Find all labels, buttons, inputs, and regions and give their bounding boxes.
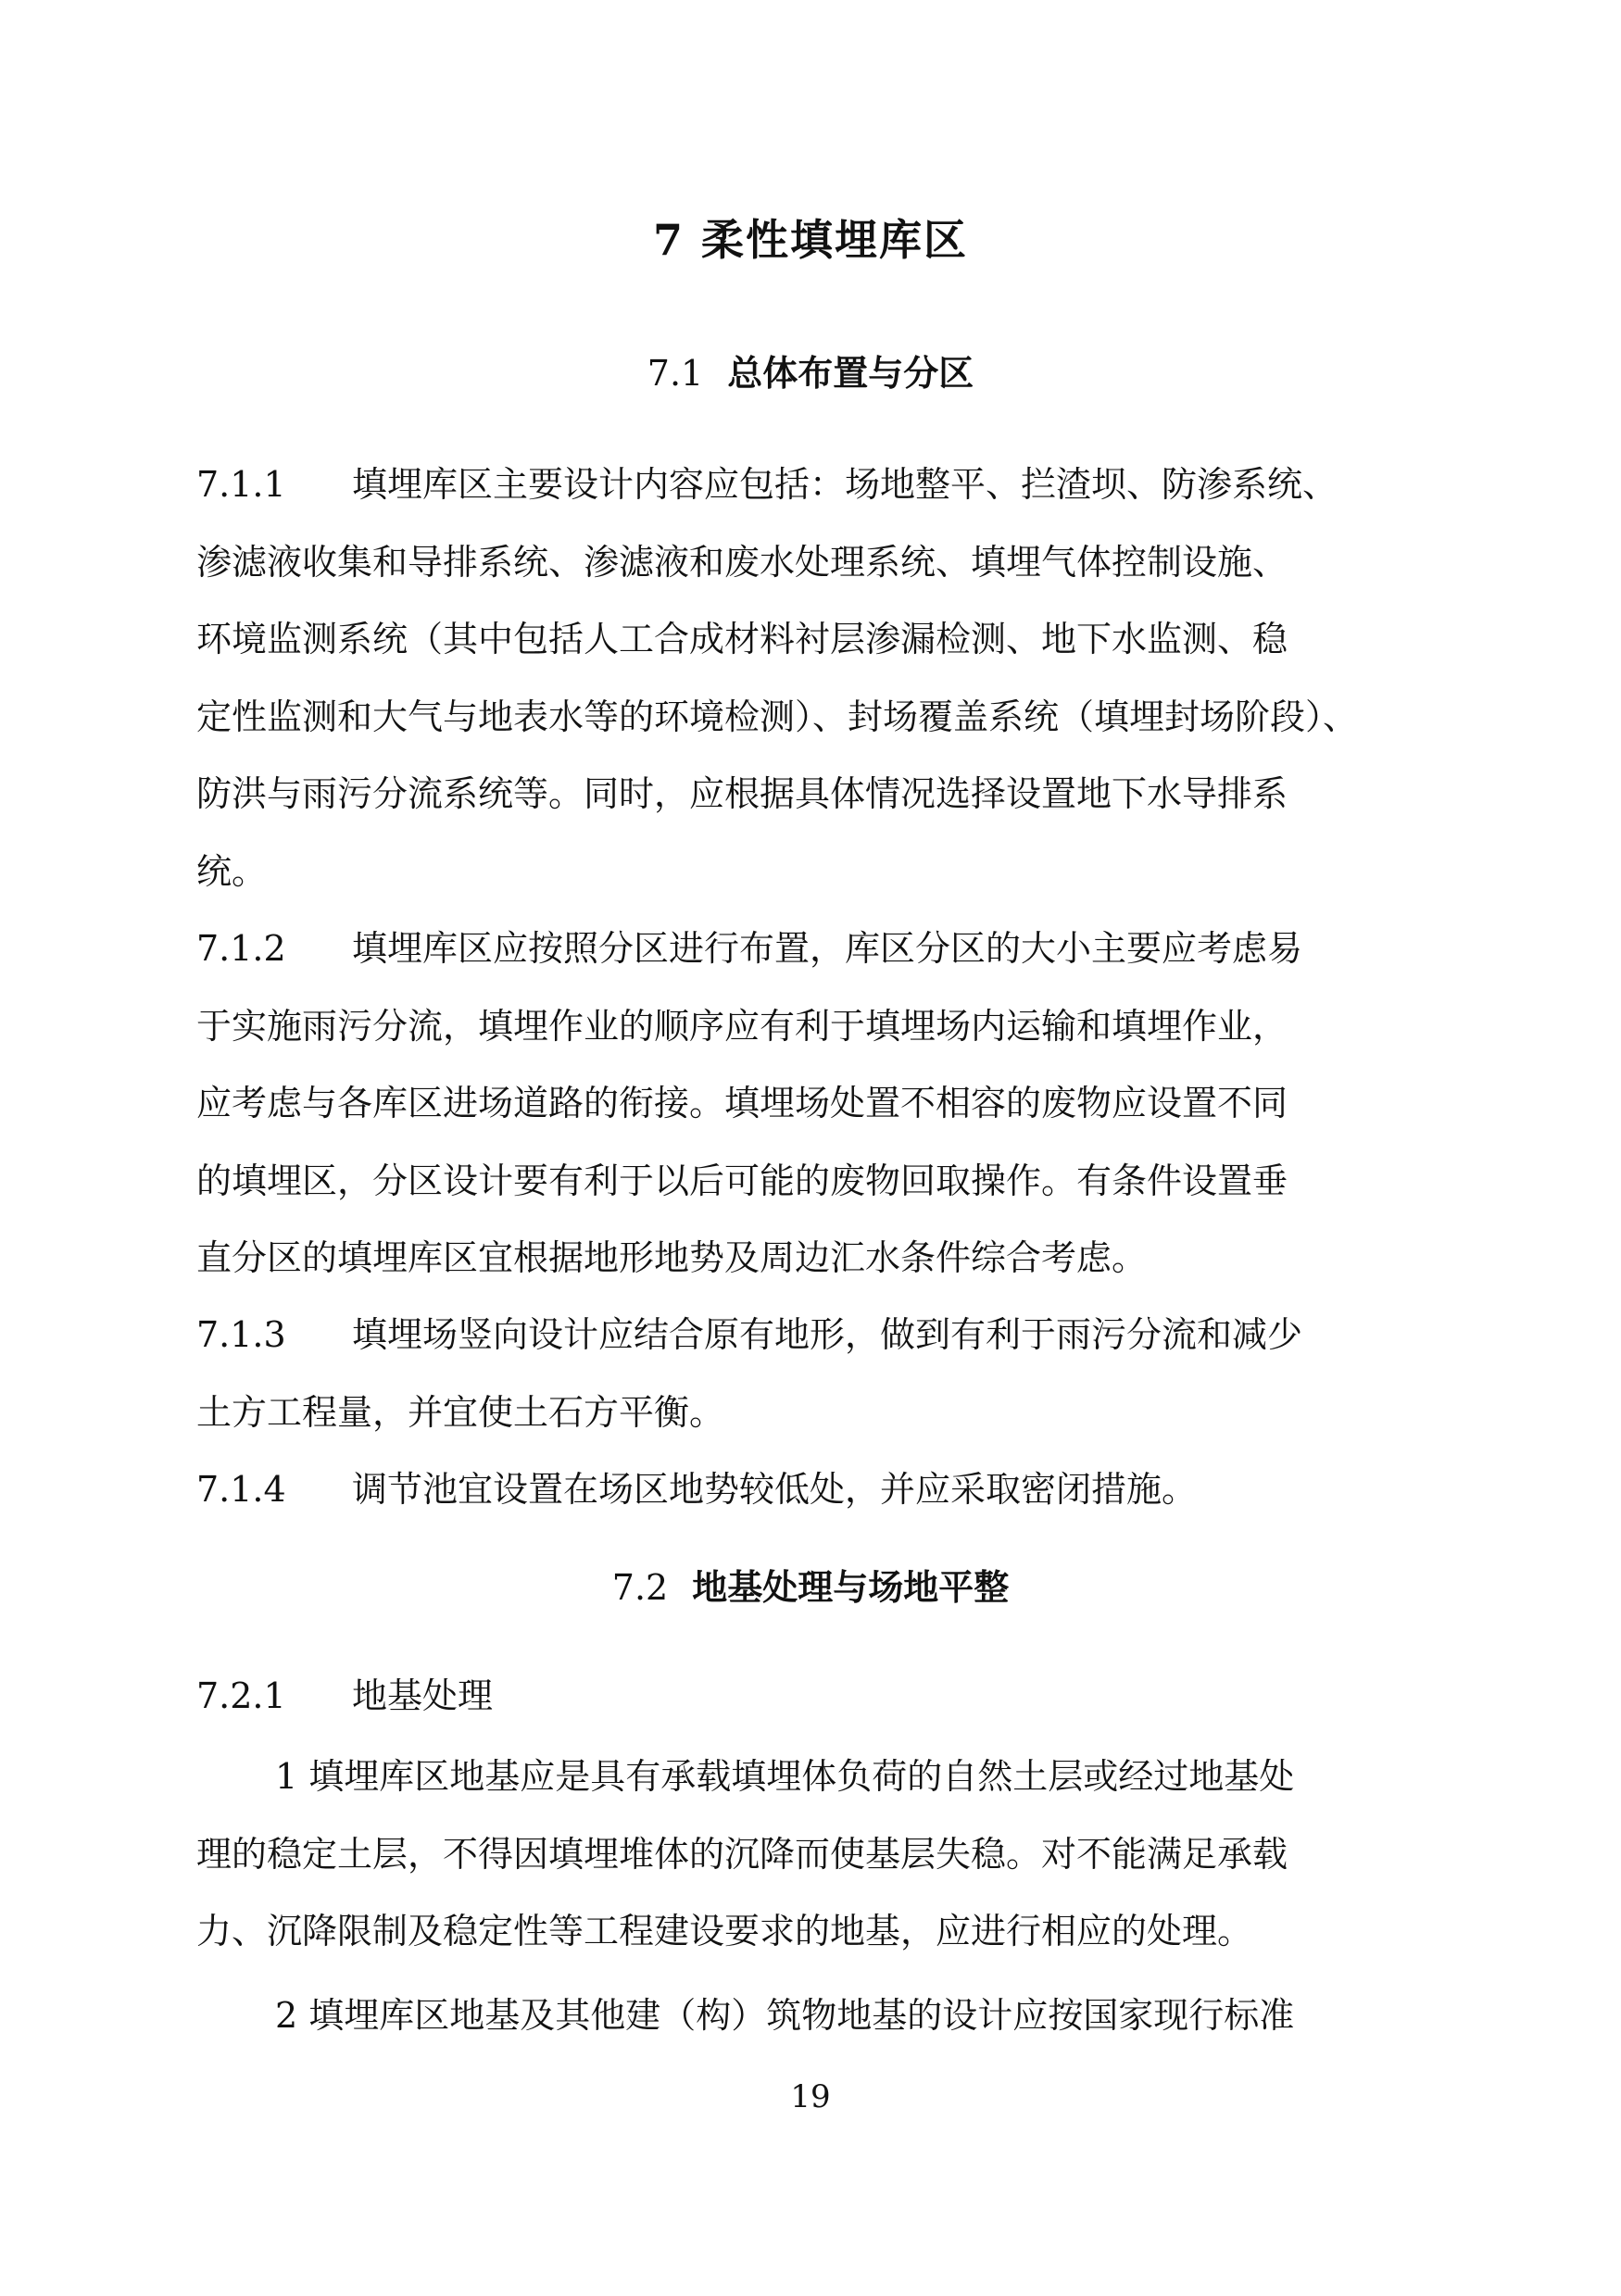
clause-7-2-1-item-1 [196, 1738, 1447, 1971]
item-line [196, 1738, 1447, 1816]
page-number: 19 [790, 2078, 831, 2115]
clause-line: 防洪与雨污分流系统等。同时，应根据具体情况选择设置地下水导排系 [196, 773, 1288, 814]
clause-7-2-1 [196, 1658, 1447, 1736]
section-title-text: 地基处理与场地平整 [692, 1566, 1010, 1608]
clause-number: 7.1.4 [196, 1469, 286, 1510]
clause-line [196, 910, 1447, 988]
item-text: 2 填埋库区地基及其他建（构）筑物地基的设计应按国家现行标准 [275, 1995, 1295, 2036]
clause-text: 填埋场竖向设计应结合原有地形，做到有利于雨污分流和减少 [352, 1314, 1303, 1355]
clause-line [196, 1451, 1447, 1529]
clause-number: 7.2.1 [196, 1675, 286, 1716]
section-number: 7.1 [647, 353, 704, 394]
item-line: 理的稳定土层，不得因填埋堆体的沉降而使基层失稳。对不能满足承载 [196, 1833, 1288, 1875]
item-line [196, 1977, 1447, 2055]
item-line: 力、沉降限制及稳定性等工程建设要求的地基，应进行相应的处理。 [196, 1911, 1253, 1951]
clause-line: 于实施雨污分流，填埋作业的顺序应有利于填埋场内运输和填埋作业， [196, 1005, 1288, 1047]
clause-number: 7.1.1 [196, 464, 286, 505]
clause-text: 填埋库区应按照分区进行布置，库区分区的大小主要应考虑易 [352, 928, 1303, 969]
clause-text: 调节池宜设置在场区地势较低处，并应采取密闭措施。 [352, 1469, 1198, 1510]
clause-line: 应考虑与各库区进场道路的衔接。填埋场处置不相容的废物应设置不同 [196, 1083, 1288, 1123]
clause-line: 渗滤液收集和导排系统、渗滤液和废水处理系统、填埋气体控制设施、 [196, 541, 1288, 583]
clause-line [196, 1658, 1447, 1736]
clause-7-2-1-item-2 [196, 1977, 1447, 2055]
clause-line [196, 446, 1447, 524]
clause-7-1-3 [196, 1297, 1447, 1451]
clause-line: 直分区的填埋库区宜根据地形地势及周边汇水条件综合考虑。 [196, 1237, 1148, 1278]
section-title-text: 总体布置与分区 [727, 352, 974, 394]
clause-heading: 地基处理 [352, 1675, 494, 1716]
clause-line: 土方工程量，并宜使土石方平衡。 [196, 1391, 725, 1433]
chapter-title: 7 柔性填埋库区 [652, 215, 969, 265]
clause-line: 统。 [196, 850, 268, 892]
clause-7-1-2 [196, 910, 1447, 1298]
clause-number: 7.1.3 [196, 1314, 286, 1355]
item-text: 1 填埋库区地基应是具有承载填埋体负荷的自然土层或经过地基处 [275, 1756, 1295, 1797]
section-heading-7-2 [0, 1562, 1621, 1613]
section-number: 7.2 [611, 1567, 669, 1608]
clause-text: 填埋库区主要设计内容应包括：场地整平、拦渣坝、防渗系统、 [352, 464, 1338, 505]
clause-number: 7.1.2 [196, 928, 286, 969]
section-heading-7-1 [0, 347, 1621, 399]
clause-line: 环境监测系统（其中包括人工合成材料衬层渗漏检测、地下水监测、稳 [196, 619, 1288, 659]
clause-7-1-4 [196, 1451, 1447, 1529]
clause-line: 的填埋区，分区设计要有利于以后可能的废物回取操作。有条件设置垂 [196, 1160, 1288, 1201]
clause-line [196, 1297, 1447, 1374]
clause-7-1-1 [196, 446, 1447, 910]
clause-line: 定性监测和大气与地表水等的环境检测）、封场覆盖系统（填埋封场阶段）、 [196, 696, 1359, 737]
